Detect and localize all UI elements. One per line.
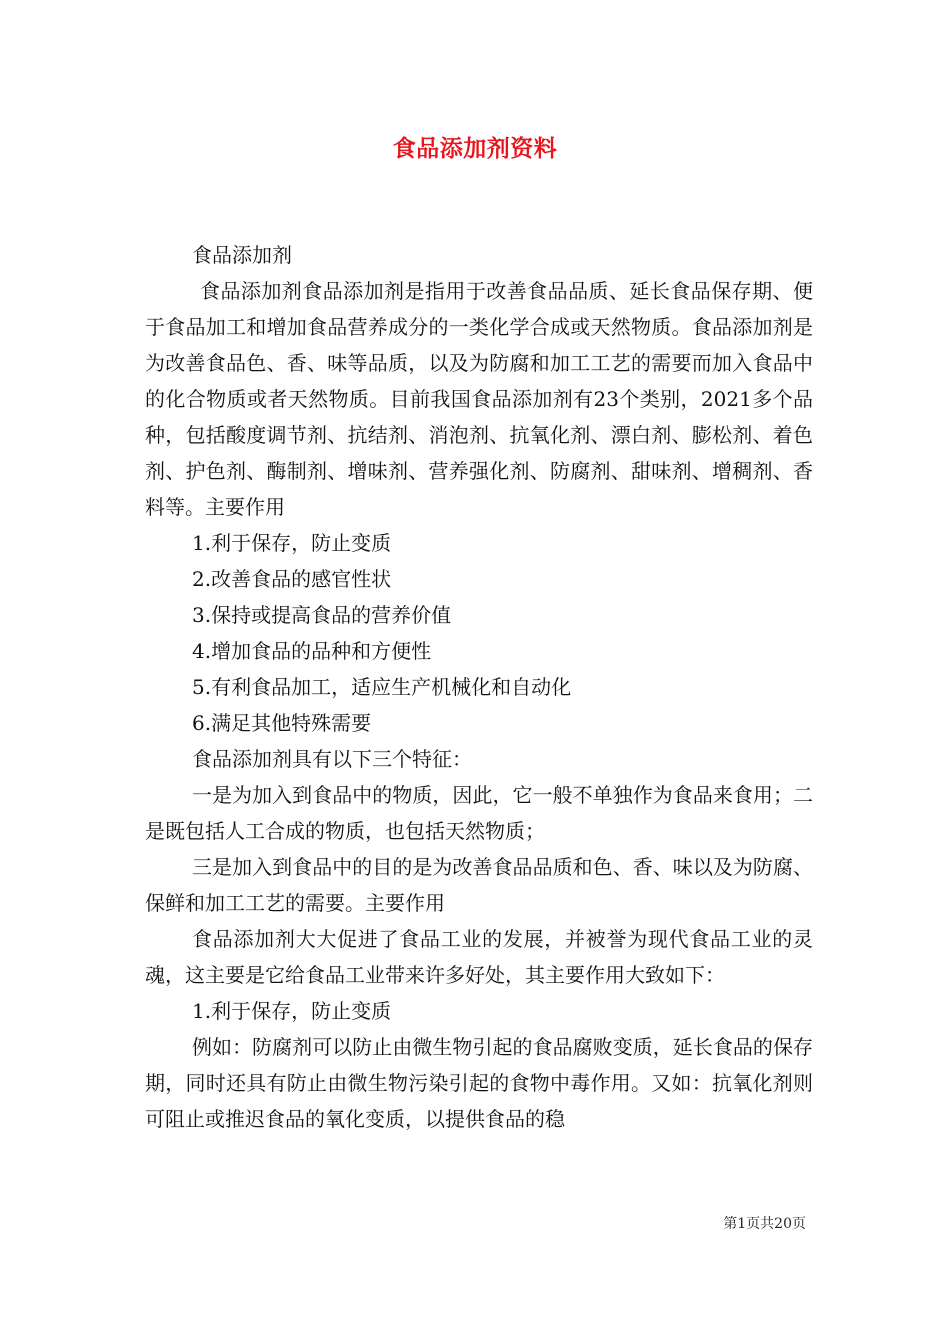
list-item: 6.满足其他特殊需要: [192, 711, 372, 735]
list-item: 4.增加食品的品种和方便性: [192, 639, 432, 663]
document-title: 食品添加剂资料: [392, 135, 558, 162]
paragraph: 例如：防腐剂可以防止由微生物引起的食品腐败变质，延长食品的保存期，同时还具有防止由微生物污染引起的食物中毒作用。又如：抗氧化剂则可阻止或推迟食品的氧化变质，以提供食品的稳: [145, 1035, 813, 1131]
list-item: 2.改善食品的感官性状: [192, 567, 392, 591]
page-number: 第1页共20页: [723, 1216, 806, 1232]
paragraph: 食品添加剂食品添加剂是指用于改善食品品质、延长食品保存期、便于食品加工和增加食品营养成分的一类化学合成或天然物质。食品添加剂是为改善食品色、香、味等品质，以及为防腐和加工工艺的需要而加入食品中的化合物质或者天然物质。目前我国食品添加剂有23个类别，2021多个品种，包括酸度调节剂、抗结剂、消泡剂、抗氧化剂、漂白剂、膨松剂、着色剂、护色剂、酶制剂、增味剂、营养强化剂、防腐剂、甜味剂、增稠剂、香料等。主要作用: [145, 279, 813, 519]
paragraph: 三是加入到食品中的目的是为改善食品品质和色、香、味以及为防腐、保鲜和加工工艺的需要。主要作用: [145, 855, 813, 915]
list-item: 5.有利食品加工，适应生产机械化和自动化: [192, 675, 572, 699]
document-body: [145, 237, 813, 1137]
list-item: 1.利于保存，防止变质: [192, 999, 392, 1023]
paragraph: 一是为加入到食品中的物质，因此，它一般不单独作为食品来食用；二是既包括人工合成的物质，也包括天然物质；: [145, 783, 813, 843]
list-item: 3.保持或提高食品的营养价值: [192, 603, 452, 627]
paragraph: 食品添加剂具有以下三个特征：: [192, 747, 472, 771]
list-item: 1.利于保存，防止变质: [192, 531, 392, 555]
paragraph: 食品添加剂大大促进了食品工业的发展，并被誉为现代食品工业的灵魂，这主要是它给食品工业带来许多好处，其主要作用大致如下：: [145, 927, 813, 987]
section-heading: 食品添加剂: [192, 243, 292, 267]
